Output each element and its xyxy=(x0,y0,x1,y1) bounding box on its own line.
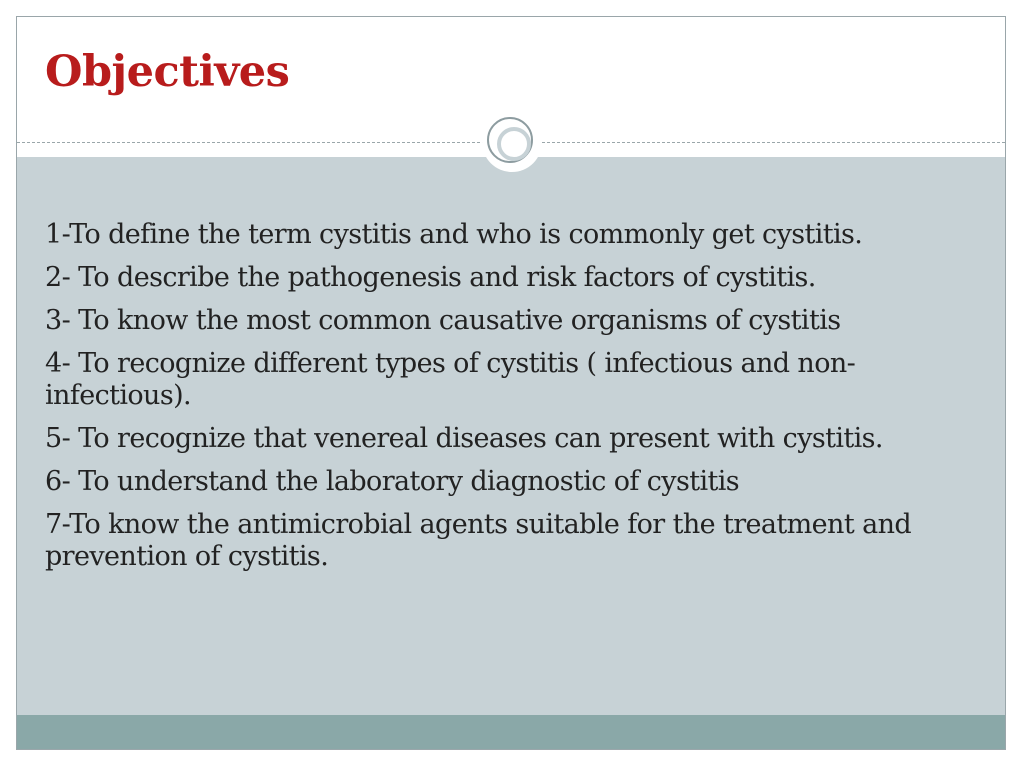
ornament-ring xyxy=(487,117,533,163)
slide xyxy=(16,16,1006,750)
objective-item: 3- To know the most common causative organisms of cystitis xyxy=(45,305,841,336)
circle-ornament-icon xyxy=(483,113,541,171)
ornament-inner-circle xyxy=(497,127,531,161)
objective-item: 1-To define the term cystitis and who is commonly get cystitis. xyxy=(45,219,863,250)
objectives-list xyxy=(45,219,995,584)
slide-title: Objectives xyxy=(45,47,290,97)
objective-item: 6- To understand the laboratory diagnostic of cystitis xyxy=(45,466,740,497)
footer-bar xyxy=(17,715,1005,749)
objective-item: 2- To describe the pathogenesis and risk factors of cystitis. xyxy=(45,262,816,293)
objective-item: 4- To recognize different types of cystitis ( infectious and non-infectious). xyxy=(45,348,856,411)
objective-item: 5- To recognize that venereal diseases can present with cystitis. xyxy=(45,423,883,454)
objective-item: 7-To know the antimicrobial agents suitable for the treatment and prevention of cystitis. xyxy=(45,509,912,572)
